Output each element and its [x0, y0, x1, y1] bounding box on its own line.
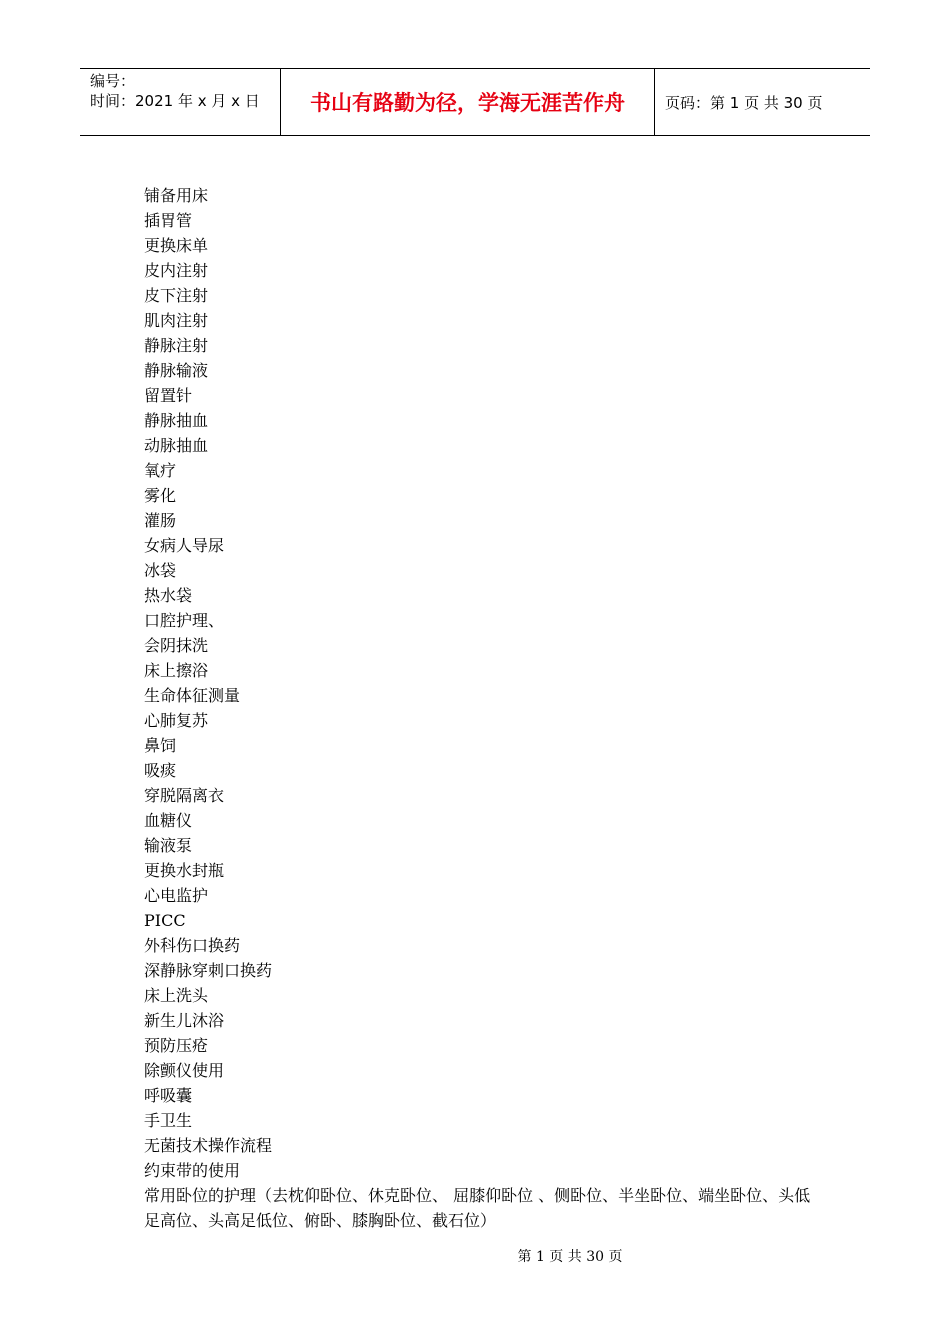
page-footer	[0, 1246, 950, 1266]
document-time-label: 时间：2021 年 x 月 x 日	[90, 92, 260, 110]
list-item: 深静脉穿刺口换药	[144, 961, 273, 980]
header-meta	[80, 69, 281, 135]
list-item: 静脉注射	[144, 336, 209, 355]
list-item: 除颤仪使用	[144, 1061, 225, 1080]
list-item: 插胃管	[144, 211, 193, 230]
list-item: 女病人导尿	[144, 536, 225, 555]
list-item: 心肺复苏	[144, 711, 209, 730]
header-page-cell	[655, 69, 870, 135]
list-item: 穿脱隔离衣	[144, 786, 225, 805]
list-item-positions: 常用卧位的护理（去枕仰卧位、休克卧位、 屈膝仰卧位 、侧卧位、半坐卧位、端坐卧位、头低足高位、头高足低位、俯卧、膝胸卧位、截石位）	[144, 1186, 811, 1230]
list-item: 肌肉注射	[144, 311, 209, 330]
list-item: 床上擦浴	[144, 661, 209, 680]
list-item: 新生儿沐浴	[144, 1011, 225, 1030]
document-number-label: 编号：	[90, 72, 136, 90]
list-item: PICC	[144, 911, 186, 930]
header-page-info: 页码：第 1 页 共 30 页	[665, 93, 823, 112]
list-item: 更换水封瓶	[144, 861, 225, 880]
list-item: 生命体征测量	[144, 686, 241, 705]
list-item: 口腔护理、	[144, 611, 225, 630]
list-item: 雾化	[144, 486, 177, 505]
page-header	[80, 68, 870, 136]
footer-page-number: 第 1 页 共 30 页	[517, 1249, 623, 1265]
procedure-list	[144, 183, 824, 1233]
list-item: 铺备用床	[144, 186, 209, 205]
list-item: 输液泵	[144, 836, 193, 855]
list-item: 动脉抽血	[144, 436, 209, 455]
list-item: 更换床单	[144, 236, 209, 255]
list-item: 鼻饲	[144, 736, 177, 755]
list-item: 床上洗头	[144, 986, 209, 1005]
header-motto: 书山有路勤为径，学海无涯苦作舟	[310, 91, 625, 115]
list-item: 外科伤口换药	[144, 936, 241, 955]
list-item: 血糖仪	[144, 811, 193, 830]
list-item: 冰袋	[144, 561, 177, 580]
list-item: 约束带的使用	[144, 1161, 241, 1180]
header-motto-cell	[281, 69, 655, 135]
list-item: 心电监护	[144, 886, 209, 905]
list-item: 皮内注射	[144, 261, 209, 280]
list-item: 吸痰	[144, 761, 177, 780]
list-item: 热水袋	[144, 586, 193, 605]
list-item: 灌肠	[144, 511, 177, 530]
list-item: 会阴抹洗	[144, 636, 209, 655]
list-item: 静脉抽血	[144, 411, 209, 430]
list-item: 氧疗	[144, 461, 177, 480]
list-item: 预防压疮	[144, 1036, 209, 1055]
list-item: 无菌技术操作流程	[144, 1136, 273, 1155]
list-item: 留置针	[144, 386, 193, 405]
list-item: 呼吸囊	[144, 1086, 193, 1105]
list-item: 皮下注射	[144, 286, 209, 305]
list-item: 静脉输液	[144, 361, 209, 380]
list-item: 手卫生	[144, 1111, 193, 1130]
